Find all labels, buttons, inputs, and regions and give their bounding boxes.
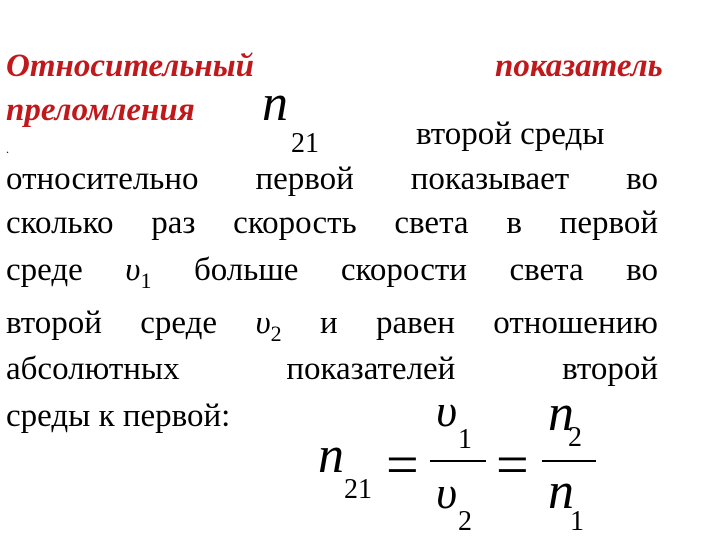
formula-frac1-numerator-subscript: 1 — [458, 424, 472, 455]
paragraph-line-7: среды к первой: — [6, 398, 231, 434]
term-title-word-2: показатель — [495, 48, 663, 84]
paragraph-line-6: абсолютных показателей второй — [6, 351, 658, 387]
formula-frac2-denominator-subscript: 1 — [570, 506, 584, 537]
velocity-v1: $\upsilon_1$ — [125, 252, 152, 293]
formula-frac1-denominator: υ — [436, 467, 458, 518]
term-title-word-1: Относительный — [6, 48, 254, 84]
formula-frac2-denominator: n — [548, 463, 574, 520]
symbol-n: n — [262, 75, 288, 132]
formula-equals-2: = — [496, 432, 529, 497]
line1-tail: второй среды — [416, 116, 605, 152]
formula-frac1-denominator-subscript: 2 — [458, 506, 472, 537]
formula-lhs-subscript: 21 — [344, 474, 372, 505]
formula-frac2-numerator: n — [548, 385, 574, 442]
formula-lhs-n: n — [318, 427, 344, 484]
symbol-n-subscript: 21 — [291, 128, 319, 159]
formula-equals-1: = — [386, 432, 419, 497]
paragraph-line-2: относительно первой показывает во — [6, 161, 658, 197]
stray-dot: . — [6, 142, 9, 156]
formula-frac1-numerator: υ — [436, 385, 458, 436]
velocity-v2: $\upsilon_2$ — [255, 305, 282, 346]
paragraph-line-4: среде $\upsilon_1$ больше скорости света во — [6, 252, 658, 293]
paragraph-line-5: второй среде $\upsilon_2$ и равен отношению — [6, 305, 658, 346]
formula-frac2-numerator-subscript: 2 — [568, 422, 582, 453]
formula-fraction-bar-2 — [542, 460, 596, 462]
formula-fraction-bar-1 — [430, 460, 486, 462]
term-title-word-3: преломления — [6, 92, 195, 128]
paragraph-line-3: сколько раз скорость света в первой — [6, 205, 658, 241]
